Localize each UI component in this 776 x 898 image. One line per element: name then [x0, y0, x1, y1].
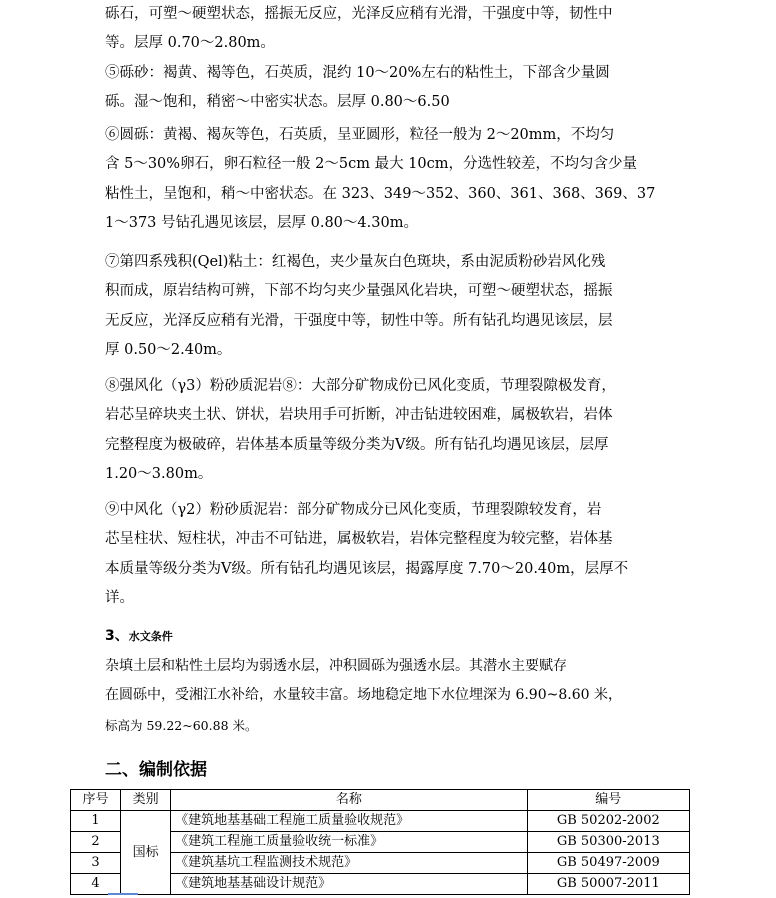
text-line: ⑧强风化（γ3）粉砂质泥岩⑧：大部分矿物成份已风化变质，节理裂隙极发育， — [105, 378, 616, 394]
text-line: 无反应，光泽反应稍有光滑，干强度中等，韧性中等。所有钻孔均遇见该层，层 — [105, 312, 613, 329]
cell-name: 《建筑工程施工质量验收统一标准》 — [171, 832, 527, 853]
heading-compilation-basis: 二、编制依据 — [105, 760, 207, 780]
cell-name: 《建筑地基基础设计规范》 — [171, 874, 527, 895]
text-line: 1～373 号钻孔遇见该层，层厚 0.80～4.30m。 — [105, 214, 418, 231]
cell-no: 2 — [71, 832, 121, 853]
cell-no: 1 — [71, 811, 121, 832]
text-line: 积而成，原岩结构可辨，下部不均匀夹少量强风化岩块，可塑～硬塑状态，摇振 — [105, 283, 613, 300]
cell-name: 《建筑基坑工程监测技术规范》 — [171, 853, 527, 874]
paragraph-layer5 — [105, 59, 665, 118]
table-row — [71, 811, 690, 832]
header-no: 序号 — [71, 790, 121, 811]
paragraph-layer7 — [105, 248, 665, 365]
cell-no: 4 — [71, 874, 121, 895]
paragraph-hydrology — [105, 652, 665, 740]
cell-code: GB 50202-2002 — [527, 811, 689, 832]
text-line: ⑨中风化（γ2）粉砂质泥岩：部分矿物成分已风化变质，节理裂隙较发育，岩 — [105, 502, 602, 518]
header-code: 编号 — [527, 790, 689, 811]
header-name: 名称 — [171, 790, 527, 811]
text-line: 砾。湿～饱和，稍密～中密实状态。层厚 0.80～6.50 — [105, 94, 450, 111]
cell-code: GB 50497-2009 — [527, 853, 689, 874]
text-line: 在圆砾中，受湘江水补给，水量较丰富。场地稳定地下水位埋深为 6.90~8.60 米， — [105, 687, 622, 704]
text-line: 芯呈柱状、短柱状，冲击不可钻进，属极软岩，岩体完整程度为较完整，岩体基 — [105, 531, 613, 548]
table-header-row — [71, 790, 690, 811]
cell-name: 《建筑地基基础工程施工质量验收规范》 — [171, 811, 527, 832]
text-line: 含 5～30%卵石，卵石粒径一般 2～5cm 最大 10cm，分选性较差，不均匀含少量 — [105, 156, 638, 173]
text-line: 粘性土，呈饱和，稍～中密状态。在 323、349～352、360、361、368、369、37 — [105, 185, 656, 202]
cell-no: 3 — [71, 853, 121, 874]
header-category: 类别 — [121, 790, 171, 811]
text-line: 本质量等级分类为Ⅴ级。所有钻孔均遇见该层，揭露厚度 7.70～20.40m，层厚不 — [105, 560, 629, 577]
text-line: 1.20～3.80m。 — [105, 465, 213, 482]
text-line: ⑤砾砂：褐黄、褐等色，石英质，混约 10～20%左右的粘性土，下部含少量圆 — [105, 65, 610, 81]
page-edge-mark — [108, 893, 138, 895]
section-title: 水文条件 — [128, 630, 173, 643]
standards-table — [70, 789, 690, 895]
section-number: 3、 — [105, 628, 129, 644]
text-line: ⑥圆砾：黄褐、褐灰等色，石英质，呈亚圆形，粒径一般为 2～20mm，不均匀 — [105, 127, 615, 143]
text-line: 杂填土层和粘性土层均为弱透水层，冲积圆砾为强透水层。其潜水主要赋存 — [105, 658, 567, 674]
text-line: 完整程度为极破碎，岩体基本质量等级分类为Ⅴ级。所有钻孔均遇见该层，层厚 — [105, 436, 609, 453]
paragraph-layer9 — [105, 496, 665, 613]
text-line: ⑦第四系残积(Qel)粘土：红褐色，夹少量灰白色斑块，系由泥质粉砂岩风化残 — [105, 254, 606, 270]
text-line: 标高为 59.22~60.88 米。 — [105, 717, 258, 733]
cell-code: GB 50300-2013 — [527, 832, 689, 853]
paragraph-layer6 — [105, 121, 665, 238]
section-heading-hydrology — [105, 625, 173, 645]
cell-category: 国标 — [121, 811, 171, 895]
text-line: 详。 — [105, 589, 134, 606]
text-line: 砾石，可塑～硬塑状态，摇振无反应，光泽反应稍有光滑，干强度中等，韧性中 — [105, 6, 613, 22]
text-line: 岩芯呈碎块夹土状、饼状，岩块用手可折断，冲击钻进较困难，属极软岩，岩体 — [105, 407, 613, 424]
paragraph-layer8 — [105, 372, 665, 489]
text-line: 厚 0.50～2.40m。 — [105, 341, 232, 358]
text-line: 等。层厚 0.70～2.80m。 — [105, 35, 275, 52]
paragraph-layer4-continued — [105, 0, 665, 59]
cell-code: GB 50007-2011 — [527, 874, 689, 895]
